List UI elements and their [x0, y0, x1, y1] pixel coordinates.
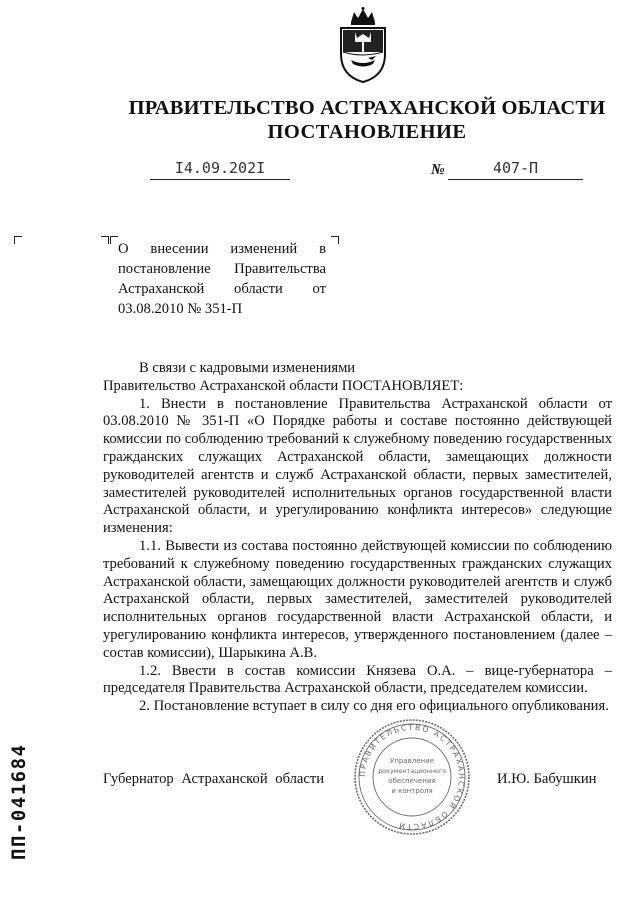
- seal-ring-text: ПРАВИТЕЛЬСТВО АСТРАХАНСКОЙ ОБЛАСТИ: [357, 722, 467, 832]
- coat-of-arms-icon: [334, 6, 392, 84]
- clause-1-2: 1.2. Ввести в состав комиссии Князева О.А. – вице-губернатора – председателя Правительства Астраханской области, председателем комиссии.: [103, 662, 612, 697]
- seal-line-3: обеспечения: [388, 777, 436, 785]
- seal-line-4: и контроля: [391, 787, 433, 795]
- signer-name: И.Ю. Бабушкин: [497, 771, 597, 787]
- preamble-continued: Правительство Астраханской области ПОСТАНОВЛЯЕТ:: [103, 377, 464, 394]
- clause-2: 2. Постановление вступает в силу со дня его официального опубликования.: [139, 698, 609, 715]
- clause-1-1: 1.1. Вывести из состава постоянно действующей комиссии по соблюдению требований к служебному поведению государственных гражданских служащих Астраханской области, замещающих должности руководителей агентств и служб Астраханской области, первых заместителей, заместителей руководителей исполнительных органов государственной власти Астраханской области, и урегулированию конфликта интересов, утвержденного постановлением (далее – состав комиссии), Шарыкина А.В.: [103, 537, 612, 661]
- document-date: I4.09.202I: [174, 159, 266, 177]
- clause-1: 1. Внести в постановление Правительства Астраханской области от 03.08.2010 № 351-П «О Порядке работы и составе постоянно действующей комиссии по соблюдению требований к служебному поведению государственных гражданских служащих Астраханской области, замещающих должности руководителей агентств и служб Астраханской области, первых заместителей, заместителей руководителей исполнительных органов государственной власти Астраханской области, и урегулированию конфликта интересов» следующие изменения:: [103, 395, 612, 537]
- corner-mark: [14, 236, 22, 244]
- date-underline: [150, 179, 290, 180]
- document-subject: О внесении изменений в постановление Правительства Астраханской области от 03.08.2010 № 351-П: [118, 241, 326, 317]
- seal-line-2: документационного: [377, 767, 447, 775]
- corner-mark: [331, 236, 339, 244]
- number-underline: [448, 179, 583, 180]
- government-title: ПРАВИТЕЛЬСТВО АСТРАХАНСКОЙ ОБЛАСТИ: [128, 97, 606, 119]
- corner-mark: [101, 236, 109, 244]
- serial-number: ПП-041684: [8, 743, 30, 860]
- preamble: В связи с кадровыми изменениями: [139, 360, 356, 376]
- document-body: [103, 360, 612, 716]
- document-type: ПОСТАНОВЛЕНИЕ: [267, 121, 467, 143]
- official-seal-icon: [352, 717, 472, 837]
- number-label: №: [431, 162, 445, 178]
- document-number: 407-П: [492, 159, 539, 177]
- corner-mark: [110, 236, 118, 244]
- signer-title: Губернатор Астраханской области: [103, 771, 325, 787]
- seal-line-1: Управление: [390, 757, 434, 765]
